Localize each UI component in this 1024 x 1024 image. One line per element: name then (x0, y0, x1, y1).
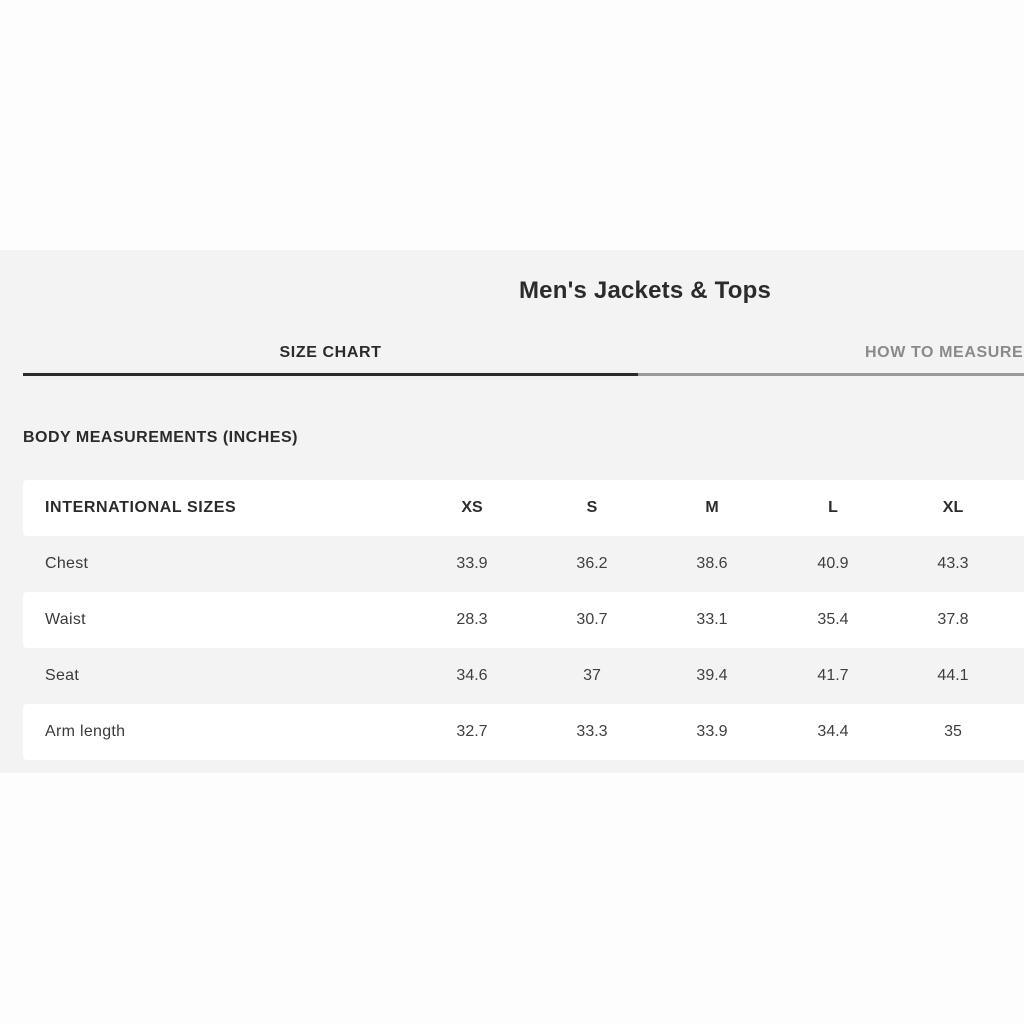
table-row (23, 648, 1024, 704)
table-cell: 37 (583, 667, 601, 684)
table-cell: 30.7 (576, 611, 608, 628)
table-cell: 38.6 (696, 555, 728, 572)
tab-size-chart[interactable]: SIZE CHART (23, 340, 638, 376)
table-cell: 32.7 (456, 723, 488, 740)
row-label: Seat (45, 667, 80, 684)
tab-bar (23, 340, 1024, 376)
table-cell: 44.1 (937, 667, 969, 684)
table-cell: 33.9 (456, 555, 488, 572)
table-cell: 37.8 (937, 611, 969, 628)
size-header: M (705, 499, 719, 516)
row-label: Arm length (45, 723, 126, 740)
table-cell: 40.9 (817, 555, 849, 572)
table-row (23, 592, 1024, 648)
tab-how-to-measure[interactable]: HOW TO MEASURE (638, 340, 1024, 376)
table-cell: 39.4 (696, 667, 728, 684)
size-header: L (828, 499, 838, 516)
table-cell: 33.3 (576, 723, 608, 740)
table-cell: 41.7 (817, 667, 849, 684)
table-cell: 43.3 (937, 555, 969, 572)
table-cell: 35.4 (817, 611, 849, 628)
table-cell: 34.4 (817, 723, 849, 740)
table-row (23, 704, 1024, 760)
table-cell: 33.9 (696, 723, 728, 740)
table-cell: 35 (944, 723, 962, 740)
header-label: INTERNATIONAL SIZES (45, 499, 237, 516)
section-heading: BODY MEASUREMENTS (INCHES) (23, 429, 298, 446)
table-cell: 36.2 (576, 555, 608, 572)
size-header: XL (942, 499, 964, 516)
table-row (23, 536, 1024, 592)
table-cell: 33.1 (696, 611, 728, 628)
table-header-row (23, 480, 1024, 536)
size-header: S (586, 499, 598, 516)
table-cell: 34.6 (456, 667, 488, 684)
table-cell: 28.3 (456, 611, 488, 628)
page-title: Men's Jackets & Tops (518, 277, 771, 304)
row-label: Chest (45, 555, 89, 572)
size-header: XS (461, 499, 483, 516)
row-label: Waist (45, 611, 86, 628)
size-table (23, 480, 1024, 760)
